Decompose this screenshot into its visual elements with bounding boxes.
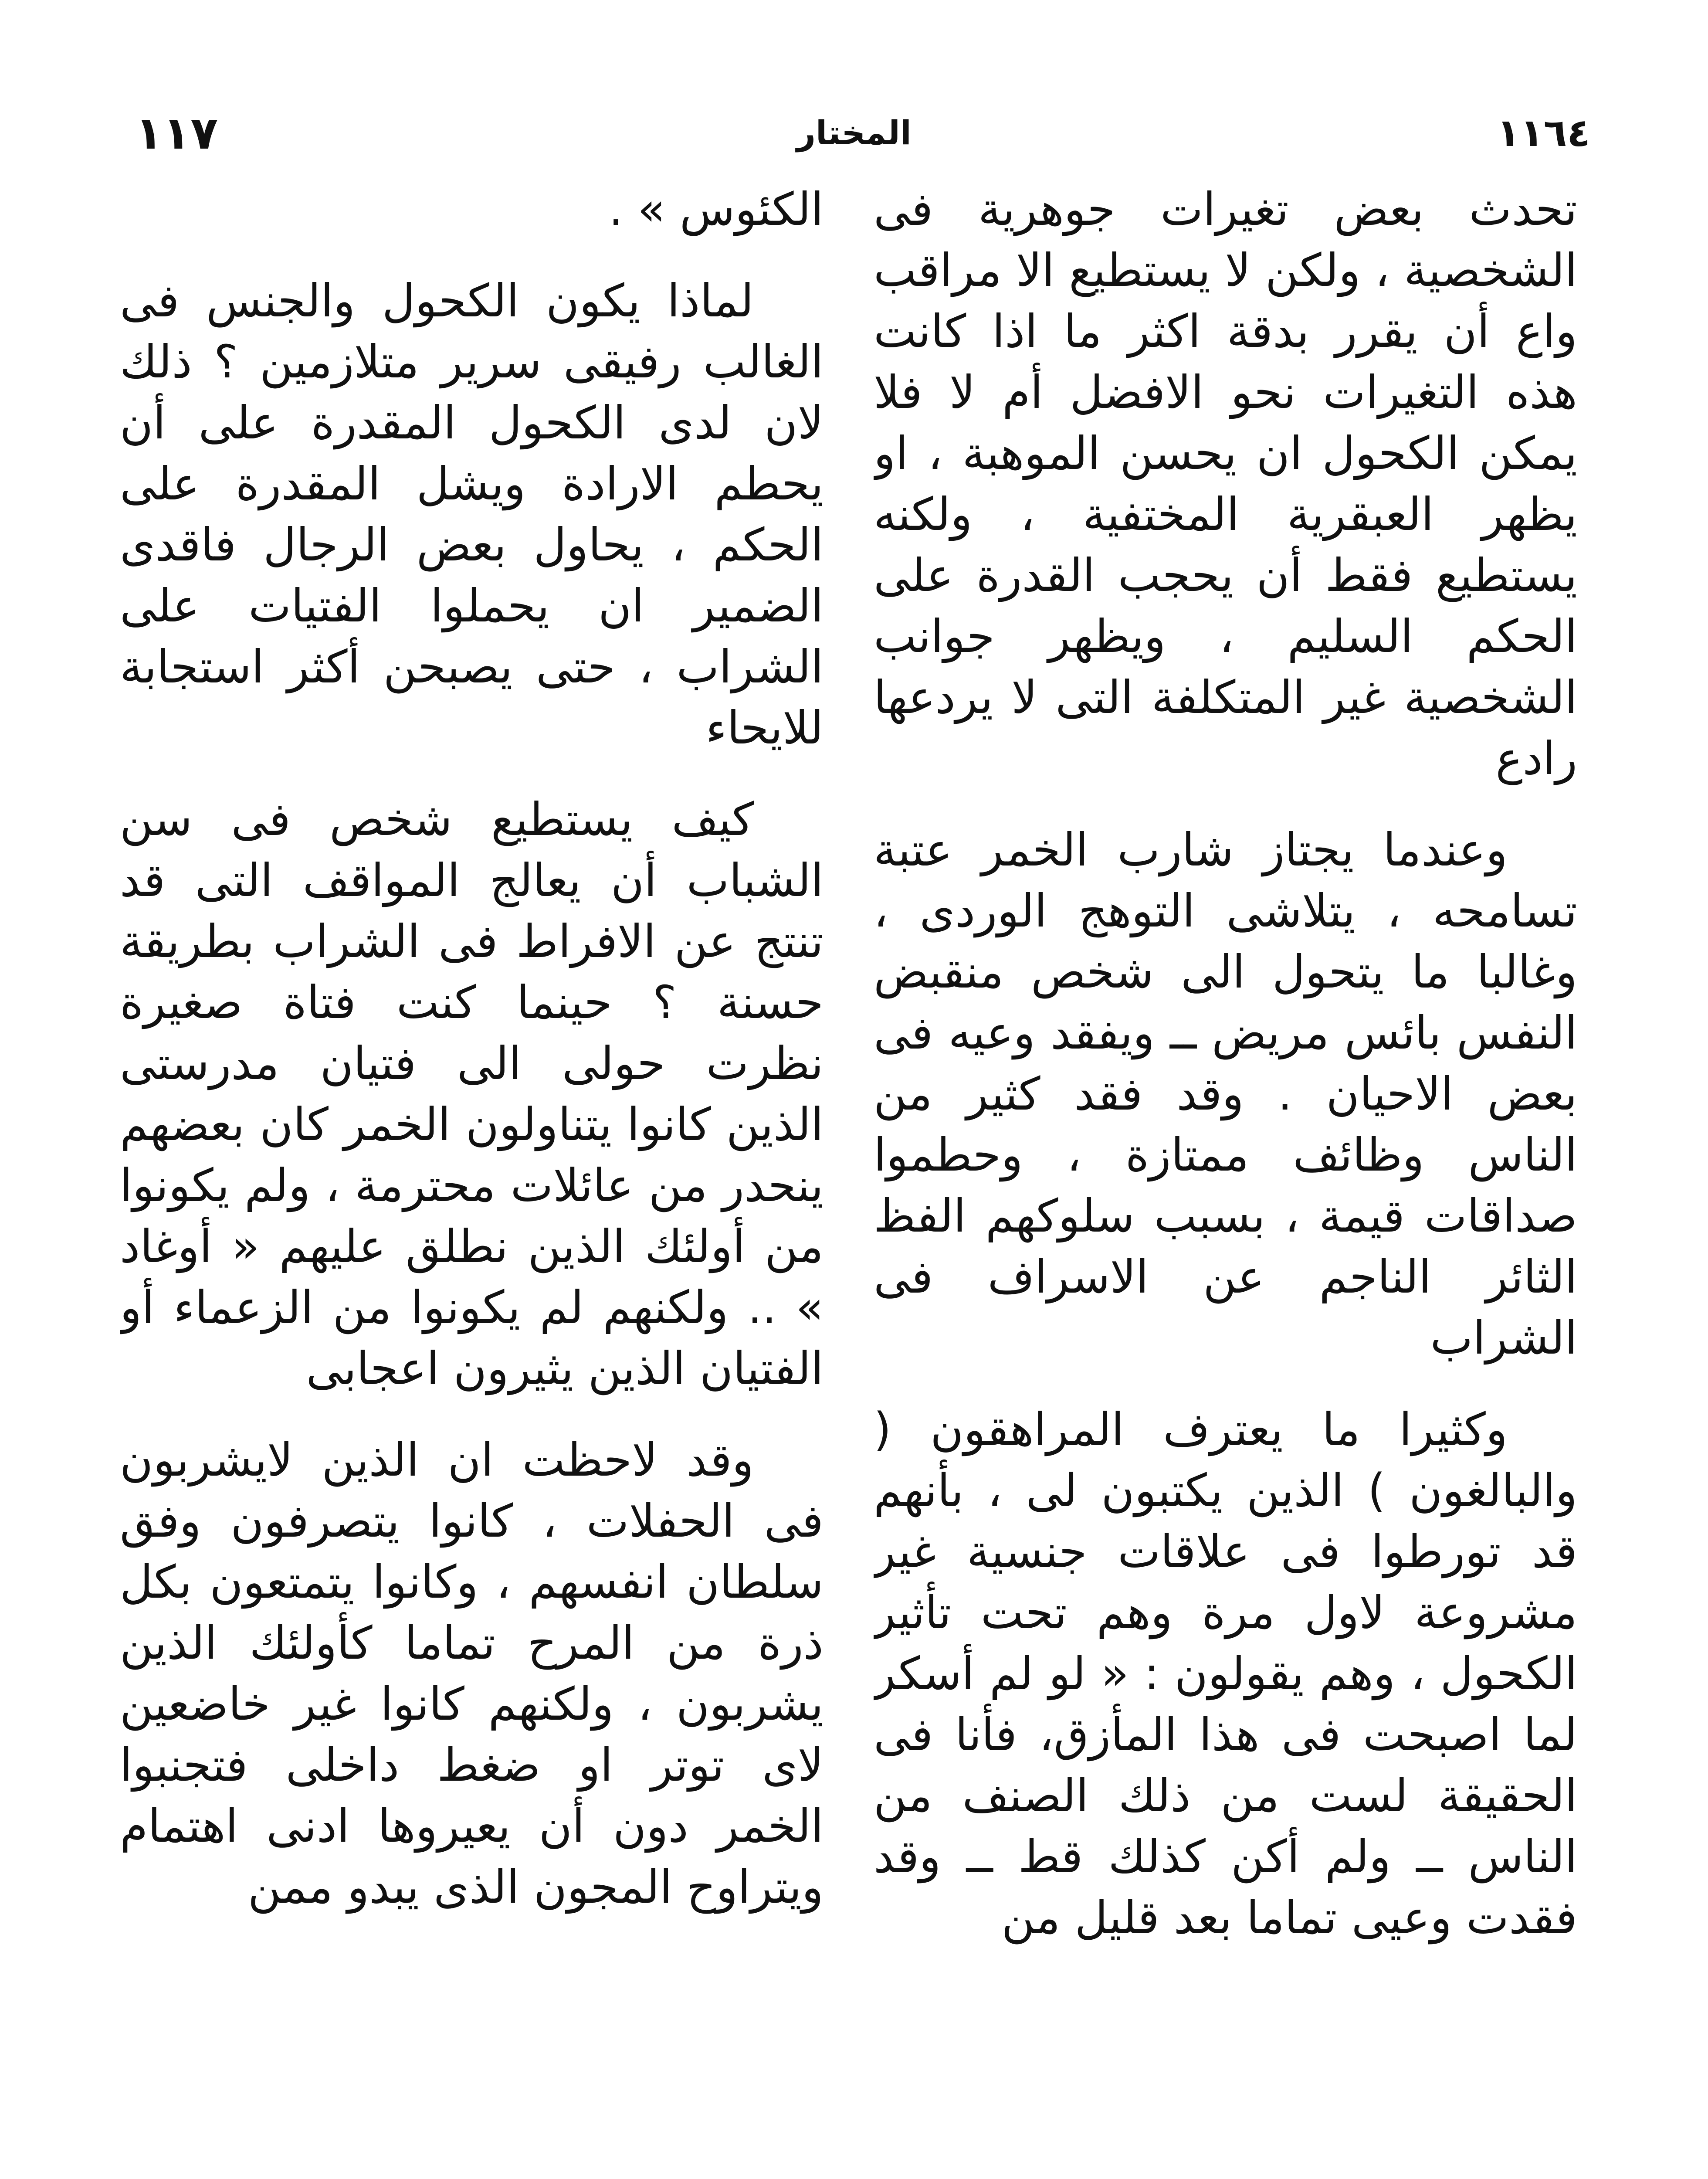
- running-title: المختار: [796, 113, 912, 152]
- paragraph: وكثيرا ما يعترف المراهقون ( والبالغون ) الذين يكتبون لى ، بأنهم قد تورطوا فى علاقات جنسية غير مشروعة لاول مرة وهم تحت تأثير الكحول ، وهم يقولون : « لو لم أسكر لما اصبحت فى هذا المأزق، فأنا فى الحقيقة لست من ذلك الصنف من الناس ــ ولم أكن كذلك قط ــ وقد فقدت وعيى تماما بعد قليل من: [874, 1403, 1577, 1944]
- paragraph: الكئوس » .: [609, 183, 824, 236]
- paragraph: وعندما يجتاز شارب الخمر عتبة تسامحه ، يتلاشى التوهج الوردى ، وغالبا ما يتحول الى شخص منقبض النفس بائس مريض ــ ويفقد وعيه فى بعض الاحيان . وقد فقد كثير من الناس وظائف ممتازة ، وحطموا صداقات قيمة ، بسبب سلوكهم الفظ الثائر الناجم عن الاسراف فى الشراب: [874, 823, 1577, 1364]
- paragraph: كيف يستطيع شخص فى سن الشباب أن يعالج المواقف التى قد تنتج عن الافراط فى الشراب بطريقة حسنة ؟ حينما كنت فتاة صغيرة نظرت حولى الى فتيان مدرستى الذين كانوا يتناولون الخمر كان بعضهم ينحدر من عائلات محترمة ، ولم يكونوا من أولئك الذين نطلق عليهم « أوغاد » .. ولكنهم لم يكونوا من الزعماء أو الفتيان الذين يثيرون اعجابى: [120, 793, 824, 1395]
- paragraph: لماذا يكون الكحول والجنس فى الغالب رفيقى سرير متلازمين ؟ ذلك لان لدى الكحول المقدرة على أن يحطم الارادة ويشل المقدرة على الحكم ، يحاول بعض الرجال فاقدى الضمير ان يحملوا الفتيات على الشراب ، حتى يصبحن أكثر استجابة للايحاء: [120, 274, 824, 754]
- right-text-column: [874, 179, 1577, 2179]
- page-number-right: ١١٦٤: [1497, 110, 1590, 155]
- left-text-column: [120, 179, 824, 2179]
- paragraph: وقد لاحظت ان الذين لايشربون فى الحفلات ، كانوا يتصرفون وفق سلطان انفسهم ، وكانوا يتمتعون بكل ذرة من المرح تماما كأولئك الذين يشربون ، ولكنهم كانوا غير خاضعين لاى توتر او ضغط داخلى فتجنبوا الخمر دون أن يعيروها ادنى اهتمام ويتراوح المجون الذى يبدو ممن: [120, 1433, 824, 1914]
- page-number-left: ١١٧: [135, 106, 218, 160]
- paragraph: تحدث بعض تغيرات جوهرية فى الشخصية ، ولكن لا يستطيع الا مراقب واع أن يقرر بدقة اكثر ما اذا كانت هذه التغيرات نحو الافضل أم لا فلا يمكن الكحول ان يحسن الموهبة ، او يظهر العبقرية المختفية ، ولكنه يستطيع فقط أن يحجب القدرة على الحكم السليم ، ويظهر جوانب الشخصية غير المتكلفة التى لا يردعها رادع: [874, 183, 1577, 785]
- page-header: [109, 100, 1599, 166]
